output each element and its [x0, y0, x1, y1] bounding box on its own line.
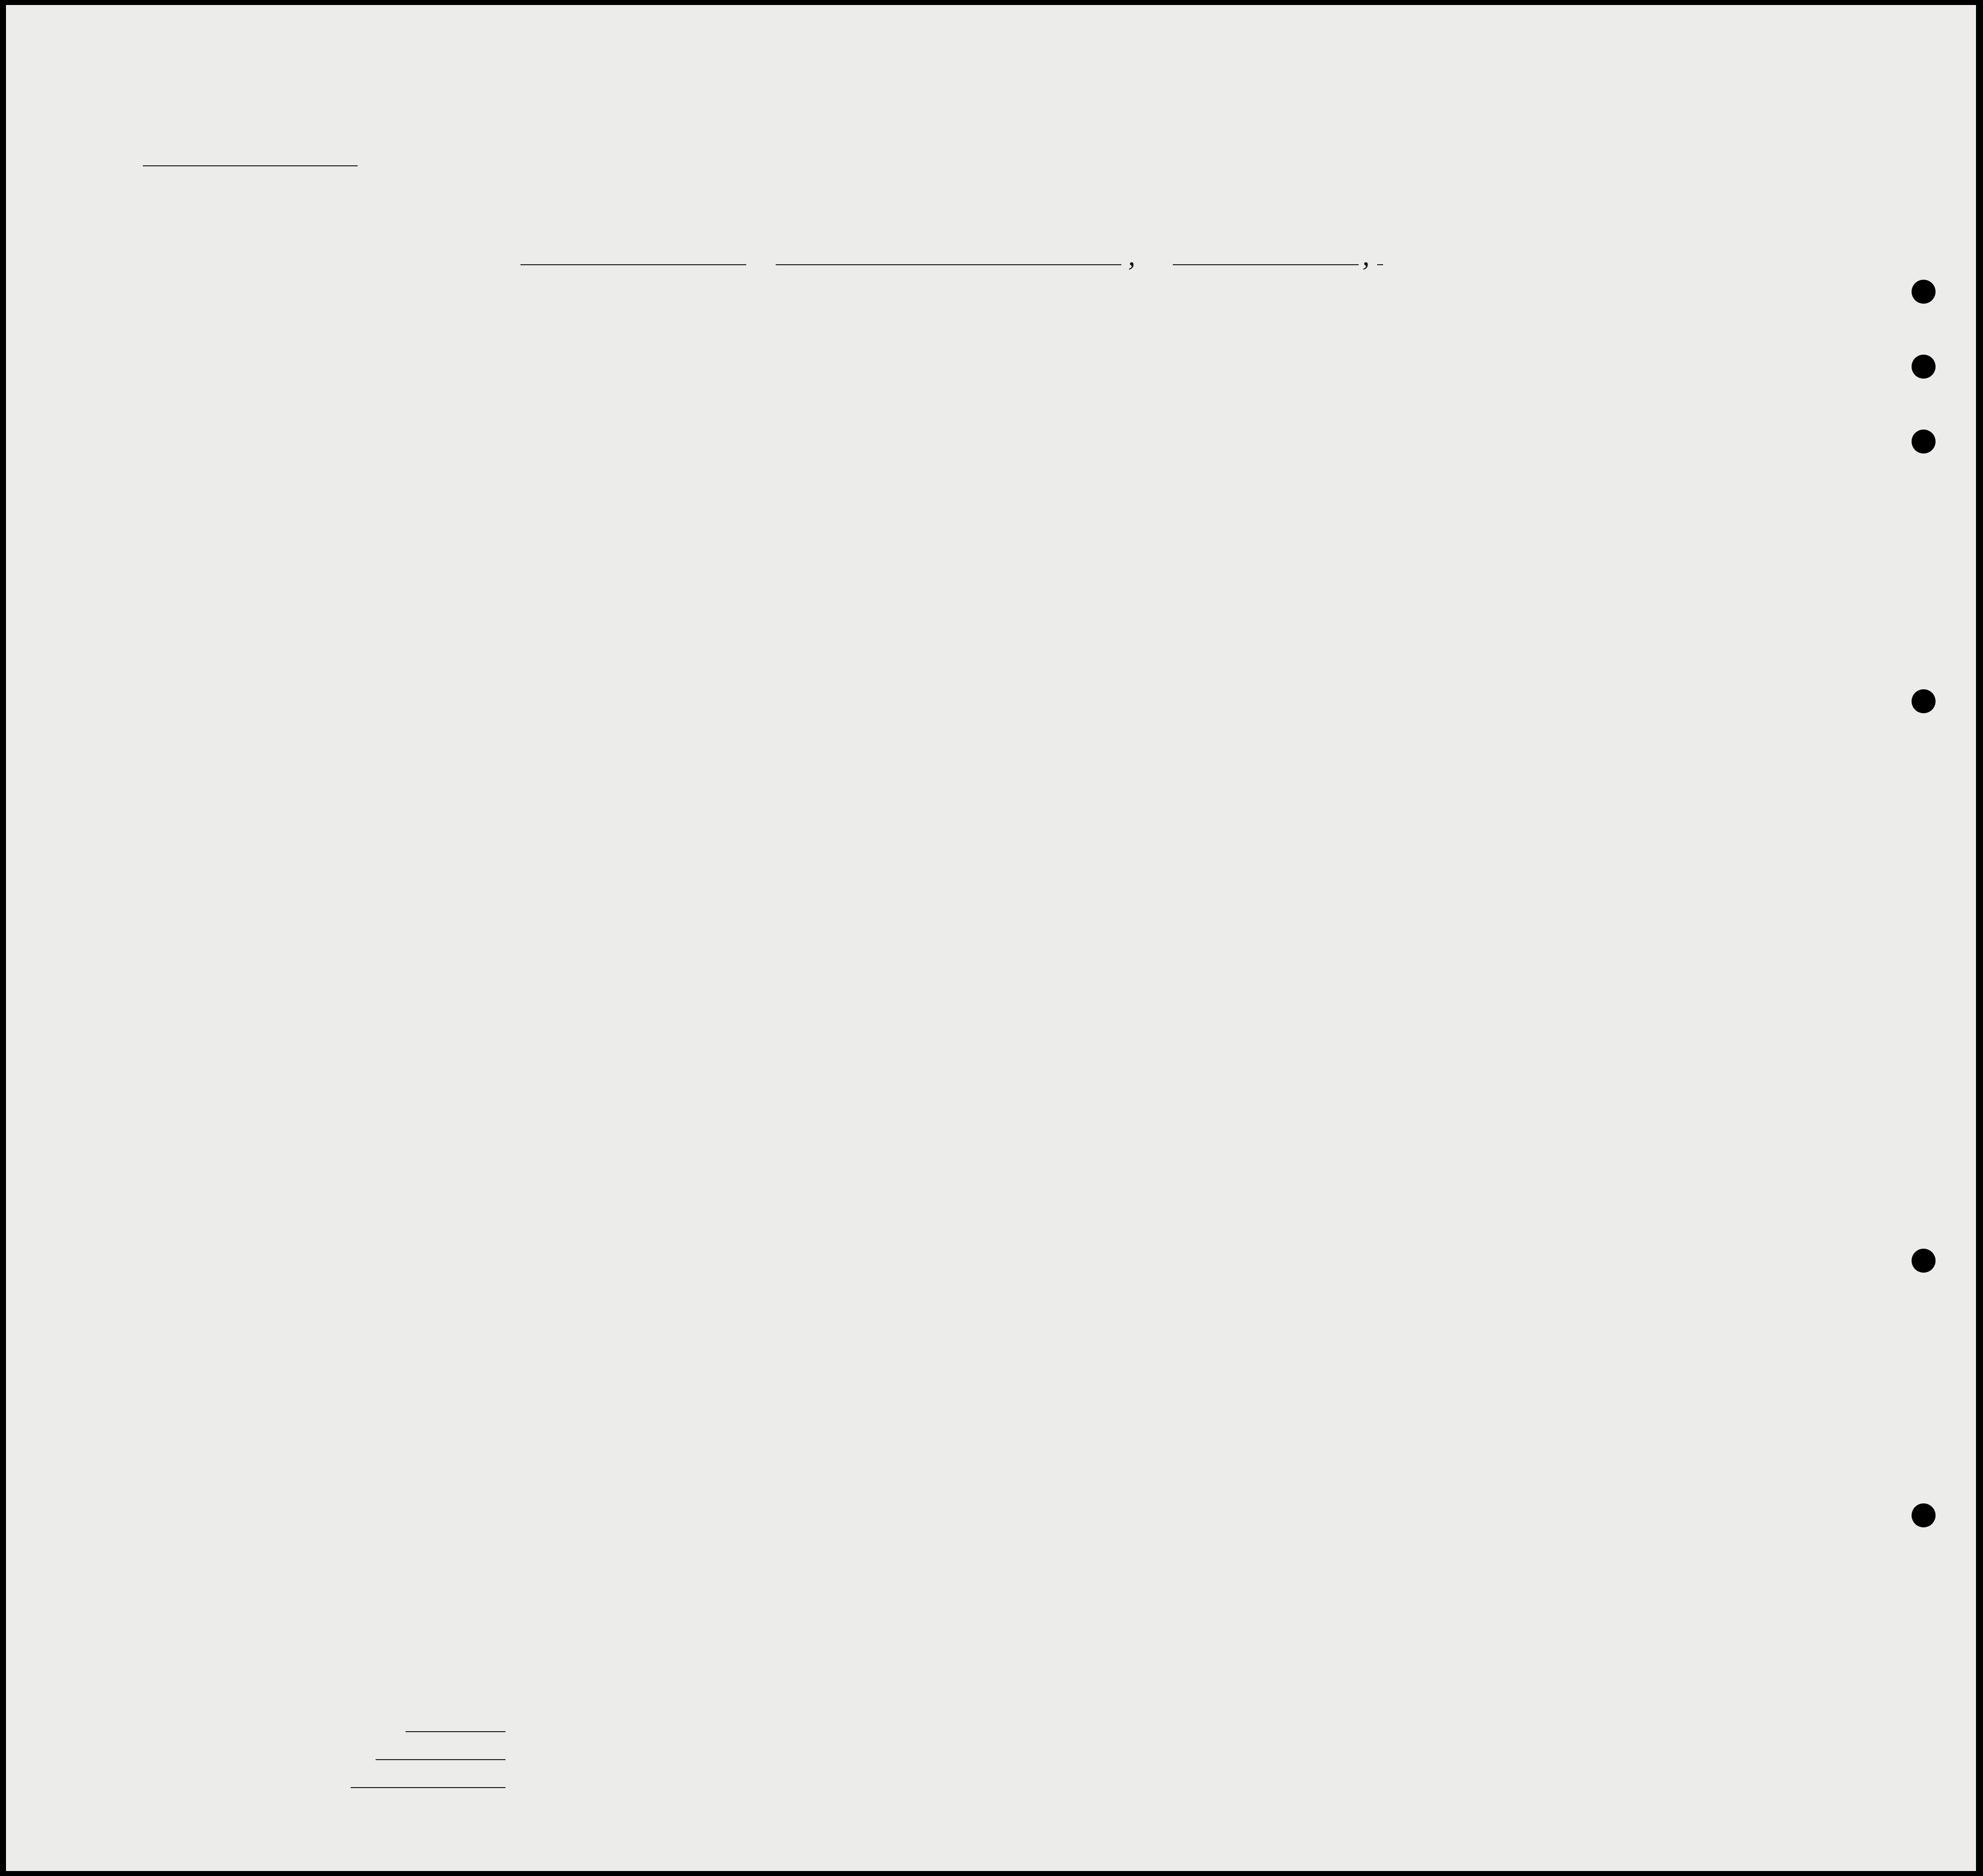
- sailing-line: , ,: [510, 239, 1383, 272]
- total-passengers-line: [406, 1731, 505, 1732]
- manifest-grid: [6, 5, 1976, 1871]
- binder-hole: [1912, 430, 1936, 454]
- binder-hole: [1912, 280, 1936, 304]
- manifest-sheet: [6, 5, 1976, 1871]
- aliens-line: [351, 1787, 505, 1788]
- binder-hole: [1912, 1503, 1936, 1527]
- binder-hole: [1912, 355, 1936, 379]
- us-citizens-line: [376, 1759, 505, 1760]
- binder-hole: [1912, 689, 1936, 713]
- binder-hole: [1912, 1249, 1936, 1273]
